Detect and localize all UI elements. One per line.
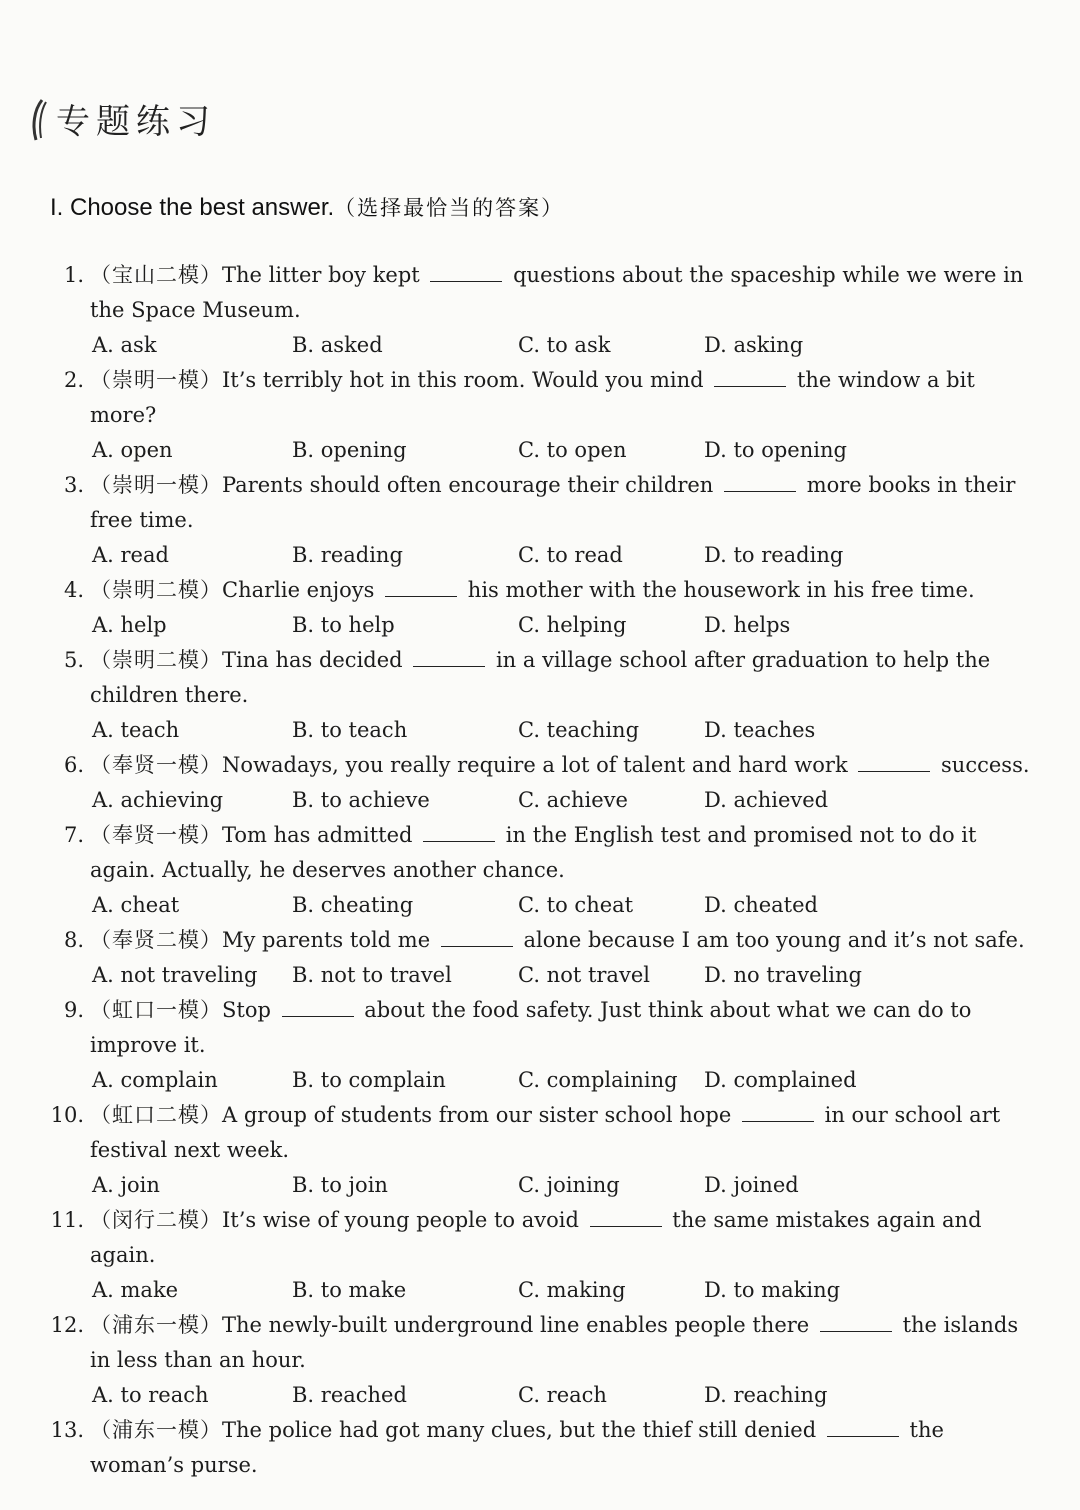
- question-continuation: more?: [90, 403, 157, 427]
- question-continuation: children there.: [90, 683, 249, 707]
- question-line: [0, 993, 1080, 1028]
- question-source-tag: （浦东一模）: [90, 1313, 222, 1337]
- answer-options: [0, 433, 1080, 468]
- question-number: 11.: [50, 1208, 84, 1232]
- question-source-tag: （奉贤一模）: [90, 753, 222, 777]
- option-b[interactable]: B. to make: [292, 1278, 407, 1302]
- question-line: [0, 748, 1080, 783]
- question-item: [0, 923, 1080, 993]
- question-text-after: the window a bit: [790, 368, 975, 392]
- question-text-after: in our school art: [817, 1103, 1001, 1127]
- option-c[interactable]: C. making: [518, 1278, 626, 1302]
- question-continuation: free time.: [90, 508, 194, 532]
- option-d[interactable]: D. complained: [704, 1068, 857, 1092]
- option-d[interactable]: D. helps: [704, 613, 791, 637]
- option-a[interactable]: A. cheat: [92, 893, 180, 917]
- question-text-before: A group of students from our sister school hope: [222, 1103, 738, 1127]
- option-a[interactable]: A. teach: [92, 718, 180, 742]
- question-text-before: Charlie enjoys: [222, 578, 382, 602]
- answer-options: [0, 1063, 1080, 1098]
- option-a[interactable]: A. open: [92, 438, 173, 462]
- option-b[interactable]: B. not to travel: [292, 963, 452, 987]
- question-text-after: the islands: [895, 1313, 1019, 1337]
- answer-options: [0, 1168, 1080, 1203]
- section-label: I. Choose the best answer.: [50, 194, 335, 221]
- option-c[interactable]: C. not travel: [518, 963, 650, 987]
- question-number: 13.: [50, 1418, 84, 1442]
- question-text-before: The newly-built underground line enables people there: [222, 1313, 816, 1337]
- option-c[interactable]: C. helping: [518, 613, 627, 637]
- question-item: [0, 468, 1080, 573]
- question-line: [0, 258, 1080, 293]
- option-b[interactable]: B. to achieve: [292, 788, 430, 812]
- answer-blank[interactable]: [385, 576, 457, 597]
- question-line: [0, 1203, 1080, 1238]
- answer-options: [0, 328, 1080, 363]
- page-header: [28, 92, 216, 144]
- option-d[interactable]: D. teaches: [704, 718, 816, 742]
- question-text-after: alone because I am too young and it’s not safe.: [516, 928, 1025, 952]
- question-line: [0, 1098, 1080, 1133]
- question-text-before: Stop: [222, 998, 278, 1022]
- question-continuation: in less than an hour.: [90, 1348, 306, 1372]
- answer-options: [0, 608, 1080, 643]
- option-b[interactable]: B. opening: [292, 438, 407, 462]
- question-text-before: Parents should often encourage their children: [222, 473, 721, 497]
- answer-options: [0, 1273, 1080, 1308]
- option-c[interactable]: C. complaining: [518, 1068, 678, 1092]
- question-line: [0, 923, 1080, 958]
- question-number: 2.: [63, 368, 84, 392]
- option-c[interactable]: C. reach: [518, 1383, 607, 1407]
- answer-options: [0, 783, 1080, 818]
- option-d[interactable]: D. to reading: [704, 543, 844, 567]
- question-line: [0, 1308, 1080, 1343]
- question-text-after: his mother with the housework in his free time.: [461, 578, 975, 602]
- option-a[interactable]: A. make: [92, 1278, 179, 1302]
- answer-options: [0, 713, 1080, 748]
- question-continuation: the Space Museum.: [90, 298, 301, 322]
- question-number: 3.: [63, 473, 84, 497]
- answer-blank[interactable]: [724, 471, 796, 492]
- answer-blank[interactable]: [423, 821, 495, 842]
- option-a[interactable]: A. join: [92, 1173, 160, 1197]
- question-source-tag: （奉贤二模）: [90, 928, 222, 952]
- answer-blank[interactable]: [858, 751, 930, 772]
- question-item: [0, 258, 1080, 363]
- question-number: 5.: [63, 648, 84, 672]
- question-text-before: It’s wise of young people to avoid: [222, 1208, 586, 1232]
- question-item: [0, 363, 1080, 468]
- question-number: 7.: [63, 823, 84, 847]
- option-d[interactable]: D. to opening: [704, 438, 847, 462]
- answer-blank[interactable]: [820, 1311, 892, 1332]
- bracket-mark-icon: [28, 92, 50, 144]
- question-number: 4.: [63, 578, 84, 602]
- answer-blank[interactable]: [714, 366, 786, 387]
- answer-blank[interactable]: [441, 926, 513, 947]
- option-c[interactable]: C. to ask: [518, 333, 611, 357]
- question-line: [0, 643, 1080, 678]
- question-number: 8.: [63, 928, 84, 952]
- question-item: [0, 748, 1080, 818]
- option-b[interactable]: B. to teach: [292, 718, 408, 742]
- option-a[interactable]: A. achieving: [92, 788, 224, 812]
- option-a[interactable]: A. to reach: [92, 1383, 209, 1407]
- option-b[interactable]: B. reading: [292, 543, 403, 567]
- option-d[interactable]: D. achieved: [704, 788, 829, 812]
- option-b[interactable]: B. to help: [292, 613, 395, 637]
- question-source-tag: （虹口一模）: [90, 998, 222, 1022]
- question-text-after: about the food safety. Just think about what we can do to: [357, 998, 972, 1022]
- question-item: [0, 818, 1080, 923]
- question-line: [0, 573, 1080, 608]
- question-source-tag: （闵行二模）: [90, 1208, 222, 1232]
- question-continuation: festival next week.: [90, 1138, 290, 1162]
- answer-blank[interactable]: [430, 261, 502, 282]
- option-b[interactable]: B. to complain: [292, 1068, 446, 1092]
- question-text-before: The police had got many clues, but the thief still denied: [222, 1418, 823, 1442]
- option-a[interactable]: A. read: [92, 543, 169, 567]
- question-source-tag: （崇明一模）: [90, 473, 222, 497]
- question-text-after: in the English test and promised not to do it: [499, 823, 977, 847]
- question-list: [0, 258, 1080, 1483]
- question-number: 9.: [63, 998, 84, 1022]
- option-b[interactable]: B. asked: [292, 333, 383, 357]
- option-a[interactable]: A. ask: [92, 333, 157, 357]
- question-item: [0, 1413, 1080, 1483]
- option-d[interactable]: D. to making: [704, 1278, 841, 1302]
- option-c[interactable]: C. to read: [518, 543, 623, 567]
- question-text-after: questions about the spaceship while we were in: [506, 263, 1024, 287]
- question-text-after: the same mistakes again and: [665, 1208, 982, 1232]
- question-number: 10.: [50, 1103, 84, 1127]
- question-text-before: The litter boy kept: [222, 263, 427, 287]
- option-c[interactable]: C. teaching: [518, 718, 640, 742]
- question-continuation: again. Actually, he deserves another chance.: [90, 858, 565, 882]
- option-a[interactable]: A. help: [92, 613, 167, 637]
- option-a[interactable]: A. complain: [92, 1068, 218, 1092]
- answer-blank[interactable]: [590, 1206, 662, 1227]
- answer-options: [0, 1378, 1080, 1413]
- question-continuation: again.: [90, 1243, 156, 1267]
- option-c[interactable]: C. achieve: [518, 788, 628, 812]
- question-text-after: success.: [934, 753, 1030, 777]
- option-b[interactable]: B. cheating: [292, 893, 414, 917]
- question-line: [0, 818, 1080, 853]
- question-item: [0, 1308, 1080, 1413]
- question-text-before: Tom has admitted: [222, 823, 420, 847]
- question-line: [0, 363, 1080, 398]
- option-c[interactable]: C. joining: [518, 1173, 620, 1197]
- option-d[interactable]: D. reaching: [704, 1383, 828, 1407]
- question-item: [0, 643, 1080, 748]
- question-text-after: more books in their: [800, 473, 1016, 497]
- question-number: 1.: [63, 263, 84, 287]
- question-source-tag: （崇明二模）: [90, 648, 222, 672]
- question-text-after: in a village school after graduation to help the: [489, 648, 991, 672]
- question-source-tag: （浦东一模）: [90, 1418, 222, 1442]
- answer-options: [0, 538, 1080, 573]
- question-source-tag: （虹口二模）: [90, 1103, 222, 1127]
- question-source-tag: （奉贤一模）: [90, 823, 222, 847]
- answer-options: [0, 888, 1080, 923]
- option-c[interactable]: C. to open: [518, 438, 627, 462]
- option-b[interactable]: B. reached: [292, 1383, 407, 1407]
- section-label-cn: （选择最恰当的答案）: [334, 196, 565, 220]
- answer-blank[interactable]: [827, 1416, 899, 1437]
- question-line: [0, 468, 1080, 503]
- question-text-after: the: [902, 1418, 944, 1442]
- page-title: 专题练习: [56, 101, 216, 142]
- answer-options: [0, 958, 1080, 993]
- section-heading: [50, 192, 564, 222]
- question-item: [0, 573, 1080, 643]
- option-d[interactable]: D. joined: [704, 1173, 799, 1197]
- answer-blank[interactable]: [413, 646, 485, 667]
- option-d[interactable]: D. cheated: [704, 893, 818, 917]
- answer-blank[interactable]: [742, 1101, 814, 1122]
- option-d[interactable]: D. asking: [704, 333, 804, 357]
- question-source-tag: （崇明一模）: [90, 368, 222, 392]
- question-text-before: Tina has decided: [222, 648, 410, 672]
- question-source-tag: （崇明二模）: [90, 578, 222, 602]
- question-item: [0, 1203, 1080, 1308]
- answer-blank[interactable]: [282, 996, 354, 1017]
- option-b[interactable]: B. to join: [292, 1173, 388, 1197]
- question-text-before: It’s terribly hot in this room. Would you mind: [222, 368, 711, 392]
- question-text-before: Nowadays, you really require a lot of talent and hard work: [222, 753, 855, 777]
- question-item: [0, 1098, 1080, 1203]
- option-a[interactable]: A. not traveling: [92, 963, 258, 987]
- question-continuation: woman’s purse.: [90, 1453, 258, 1477]
- question-source-tag: （宝山二模）: [90, 263, 222, 287]
- question-text-before: My parents told me: [222, 928, 437, 952]
- option-c[interactable]: C. to cheat: [518, 893, 634, 917]
- question-continuation: improve it.: [90, 1033, 206, 1057]
- question-line: [0, 1413, 1080, 1448]
- question-number: 12.: [50, 1313, 84, 1337]
- option-d[interactable]: D. no traveling: [704, 963, 862, 987]
- question-item: [0, 993, 1080, 1098]
- question-number: 6.: [63, 753, 84, 777]
